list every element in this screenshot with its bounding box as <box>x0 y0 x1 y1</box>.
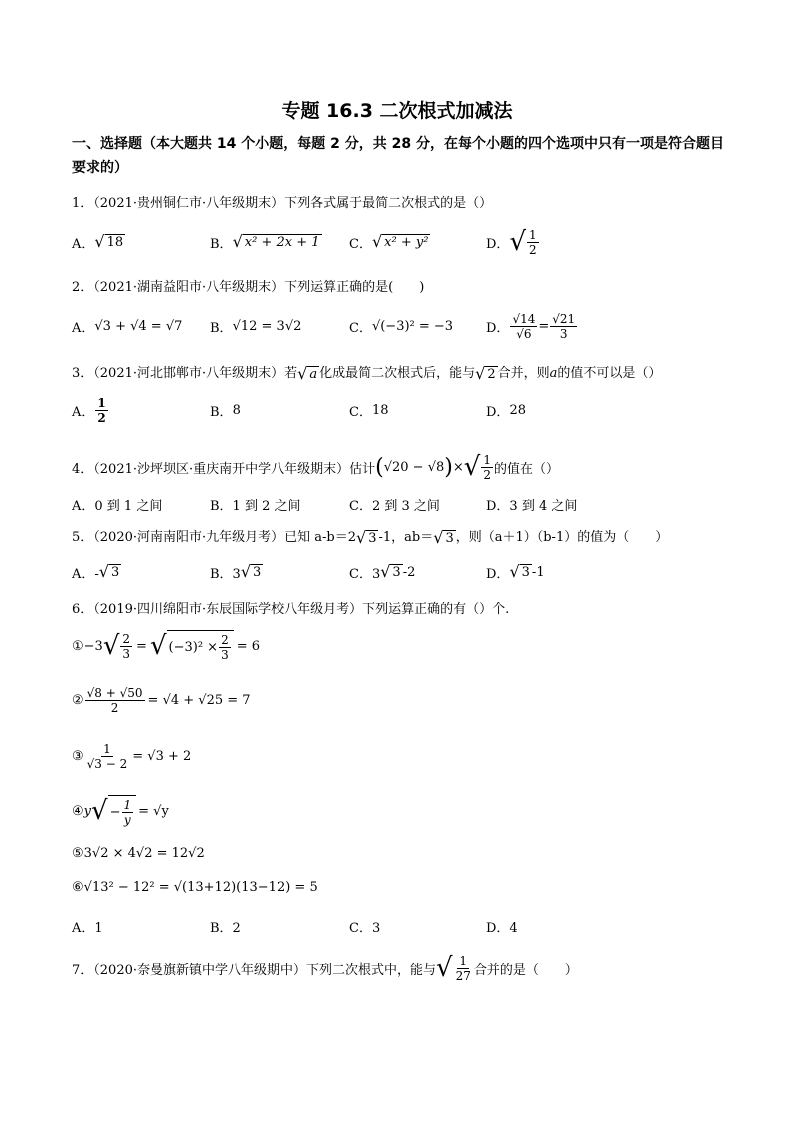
coefficient: y <box>83 803 92 819</box>
option-b <box>210 222 322 262</box>
option-text: 28 <box>509 402 526 418</box>
radicand <box>167 630 234 662</box>
fraction <box>527 228 539 257</box>
numerator: 1 <box>483 452 491 467</box>
denominator: 2 <box>529 242 537 257</box>
denominator: 2 <box>483 467 491 482</box>
statement-1: ① −3 √ $\frac{2}{3}$ = √ (−3)² × $\frac{2}{3}$ = 6 <box>72 631 261 662</box>
option-c: C．3 <box>349 920 381 936</box>
numerator: 1 <box>97 395 106 410</box>
result: = √4 + √25 = 7 <box>147 692 251 708</box>
numerator: 1 <box>459 953 468 968</box>
equals-sign: = <box>136 638 147 654</box>
option-label: D． <box>486 566 510 582</box>
option-d: D．3 到 4 之间 <box>486 498 578 514</box>
option-a: A．0 到 1 之间 <box>72 498 163 514</box>
numerator: √8 + √50 <box>86 685 143 700</box>
fraction <box>95 396 107 425</box>
option-d <box>486 552 545 592</box>
numerator: 1 <box>529 227 537 242</box>
radicand: a <box>309 366 318 382</box>
expression: √20 − √8 <box>383 459 445 475</box>
denominator: y <box>123 813 131 827</box>
option-a <box>72 390 109 430</box>
option-a <box>72 222 125 262</box>
item-marker: ⑤ <box>72 846 84 861</box>
option-c <box>349 306 453 346</box>
question-3-stem <box>72 362 661 382</box>
radicand: 3 <box>368 530 377 546</box>
question-2-stem: 2．（2021·湖南益阳市·八年级期末）下列运算正确的是( ) <box>72 280 425 295</box>
radicand: 3 <box>445 530 454 546</box>
option-d <box>486 390 526 430</box>
item-marker: ② <box>72 692 84 708</box>
fraction <box>219 633 231 662</box>
item-marker: ④ <box>72 803 84 819</box>
option-text: 8 <box>232 402 241 418</box>
question-2-options <box>72 306 732 346</box>
fraction <box>85 742 130 771</box>
result: = 6 <box>236 638 261 654</box>
radicand: 2 <box>487 366 496 382</box>
numerator: 2 <box>221 633 229 647</box>
sqrt-expression: √ a <box>297 363 318 383</box>
section-header: 一、选择题（本大题共 14 个小题，每题 2 分，共 28 分，在每个小题的四个选项中只有一项是符合题目要求的） <box>72 136 724 176</box>
radicand: 3 <box>392 565 401 580</box>
option-c: C．2 到 3 之间 <box>349 498 440 514</box>
item-marker: ③ <box>72 748 84 764</box>
sqrt-expression: √ 3 <box>356 527 377 547</box>
option-suffix: -2 <box>402 564 416 580</box>
question-4-stem: 4．（2021·沙坪坝区·重庆南开中学八年级期末）估计 ( √20 − √8 ) × √ $\frac{1}{2}$ 的值在（） <box>72 452 559 482</box>
fraction <box>510 312 537 341</box>
statement-text: √13² − 12² = √(13+12)(13−12) = 5 <box>83 880 318 895</box>
equals-sign: = <box>538 318 550 334</box>
option-label: C． <box>349 320 372 336</box>
radicand: 3 <box>521 565 530 580</box>
fraction <box>85 686 145 715</box>
sqrt-expression: √ 3 <box>433 527 454 547</box>
statement-text: 3√2 × 4√2 = 12√2 <box>83 846 205 861</box>
option-d <box>486 306 578 346</box>
option-b <box>210 552 263 592</box>
option-c <box>349 222 430 262</box>
question-3-options <box>72 390 732 430</box>
denominator: 3 <box>559 326 568 341</box>
question-5-stem <box>72 526 668 546</box>
numerator: 2 <box>122 631 131 646</box>
question-6-stem: 6．（2019·四川绵阳市·东辰国际学校八年级月考）下列运算正确的有（）个. <box>72 602 510 617</box>
result: = √y <box>138 803 169 819</box>
option-label: C． <box>349 236 372 252</box>
statement-4: ④ y √ − $\frac{1}{y}$ = √y <box>72 796 169 827</box>
option-label: B． <box>210 404 233 420</box>
option-label: B．3 <box>210 566 241 582</box>
stem-text: 4．（2021·沙坪坝区·重庆南开中学八年级期末）估计 <box>72 461 376 477</box>
stem-text: 3．（2021·河北邯郸市·八年级期末）若 <box>72 366 298 381</box>
radicand: 3 <box>110 565 120 580</box>
question-5-options <box>72 552 732 592</box>
question-4-options <box>72 484 732 524</box>
denominator: √6 <box>516 326 532 341</box>
numerator: 1 <box>123 798 132 812</box>
fraction <box>481 453 493 482</box>
sqrt-expression: √ 3 <box>380 562 401 581</box>
sqrt-expression: √ x² + 2x + 1 <box>232 232 320 251</box>
numerator: √21 <box>552 311 576 326</box>
question-7-stem: 7．（2020·奈曼旗新镇中学八年级期中）下列二次根式中，能与 √ $\frac{1}{27}$ 合并的是（ ） <box>72 953 578 983</box>
option-c <box>349 390 389 430</box>
item-marker: ⑥ <box>72 880 84 895</box>
radicand-text: (−3)² × <box>168 640 219 655</box>
question-1-stem: 1．（2021·贵州铜仁市·八年级期末）下列各式属于最简二次根式的是（） <box>72 196 493 211</box>
statement-5 <box>72 846 205 861</box>
option-text: √(−3)² = −3 <box>371 318 454 334</box>
stem-text: 的值不可以是（） <box>557 366 662 381</box>
option-label: B． <box>210 236 233 252</box>
numerator: 1 <box>103 741 111 756</box>
stem-text: 的值在（） <box>493 461 559 477</box>
option-label: D． <box>486 320 510 336</box>
option-label: A．- <box>72 566 99 582</box>
question-1-options <box>72 222 732 262</box>
times-sign: × <box>452 459 464 475</box>
variable: a <box>549 366 558 381</box>
stem-text: ，则（a＋1）（b-1）的值为（ ） <box>455 530 669 545</box>
option-label: A． <box>72 236 95 252</box>
radicand: 3 <box>253 565 262 580</box>
option-b: B．1 到 2 之间 <box>210 498 301 514</box>
item-marker: ① <box>72 638 84 654</box>
denominator: 3 <box>122 646 131 661</box>
option-d: D． √ $\frac{1}{2}$ <box>486 227 537 257</box>
option-text: 18 <box>371 402 389 418</box>
option-label: C．3 <box>349 566 381 582</box>
denominator: 3 <box>221 648 229 662</box>
option-label: D． <box>486 236 510 252</box>
option-label: C． <box>349 404 372 420</box>
coefficient: −3 <box>83 638 103 654</box>
option-a <box>72 306 182 346</box>
fraction <box>120 632 132 661</box>
statement-2 <box>72 680 251 720</box>
sqrt-expression: √ 3 <box>240 562 262 581</box>
stem-text: 5．（2020·河南南阳市·九年级月考）已知 a-b＝2 <box>72 530 356 545</box>
radicand: − $\frac{1}{y}$ <box>108 795 137 827</box>
sqrt-expression: √ 3 <box>98 562 120 581</box>
page-title: 专题 16.3 二次根式加减法 <box>281 100 513 122</box>
radicand: 18 <box>106 235 124 250</box>
result: = √3 + 2 <box>132 748 192 764</box>
sqrt-expression: √ x² + y² <box>371 232 429 251</box>
option-b: B．2 <box>210 920 241 936</box>
question-6-options <box>72 906 732 946</box>
option-label: A． <box>72 320 95 336</box>
radicand: x² + 2x + 1 <box>244 235 320 250</box>
sqrt-expression: √ 18 <box>94 232 124 251</box>
option-suffix: -1 <box>531 564 545 580</box>
stem-text: 化成最简二次根式后，能与 <box>319 366 476 381</box>
denominator: 27 <box>455 968 471 983</box>
denominator: √3 − 2 <box>86 756 128 771</box>
option-b <box>210 390 241 430</box>
option-d: D．4 <box>486 920 518 936</box>
option-a <box>72 552 121 592</box>
fraction <box>454 954 473 983</box>
statement-6 <box>72 880 318 895</box>
stem-text: 7．（2020·奈曼旗新镇中学八年级期中）下列二次根式中，能与 <box>72 962 436 978</box>
sqrt-expression: √ 2 <box>475 363 496 383</box>
stem-text: 合并，则 <box>497 366 550 381</box>
option-text: √12 = 3√2 <box>232 318 302 334</box>
option-label: A． <box>72 404 95 420</box>
radicand: x² + y² <box>384 235 429 250</box>
denominator: 2 <box>110 700 119 715</box>
statement-3 <box>72 736 191 776</box>
option-a: A．1 <box>72 920 103 936</box>
option-b <box>210 306 301 346</box>
fraction <box>550 312 577 341</box>
stem-text: 合并的是（ ） <box>473 962 578 978</box>
stem-text: -1，ab＝ <box>378 530 434 545</box>
sqrt-expression: √ 3 <box>509 562 530 581</box>
option-c <box>349 552 415 592</box>
numerator: √14 <box>512 311 536 326</box>
option-text: √3 + √4 = √7 <box>94 318 183 334</box>
option-label: D． <box>486 404 510 420</box>
option-label: B． <box>210 320 233 336</box>
fraction <box>122 798 134 827</box>
denominator: 2 <box>97 410 106 425</box>
